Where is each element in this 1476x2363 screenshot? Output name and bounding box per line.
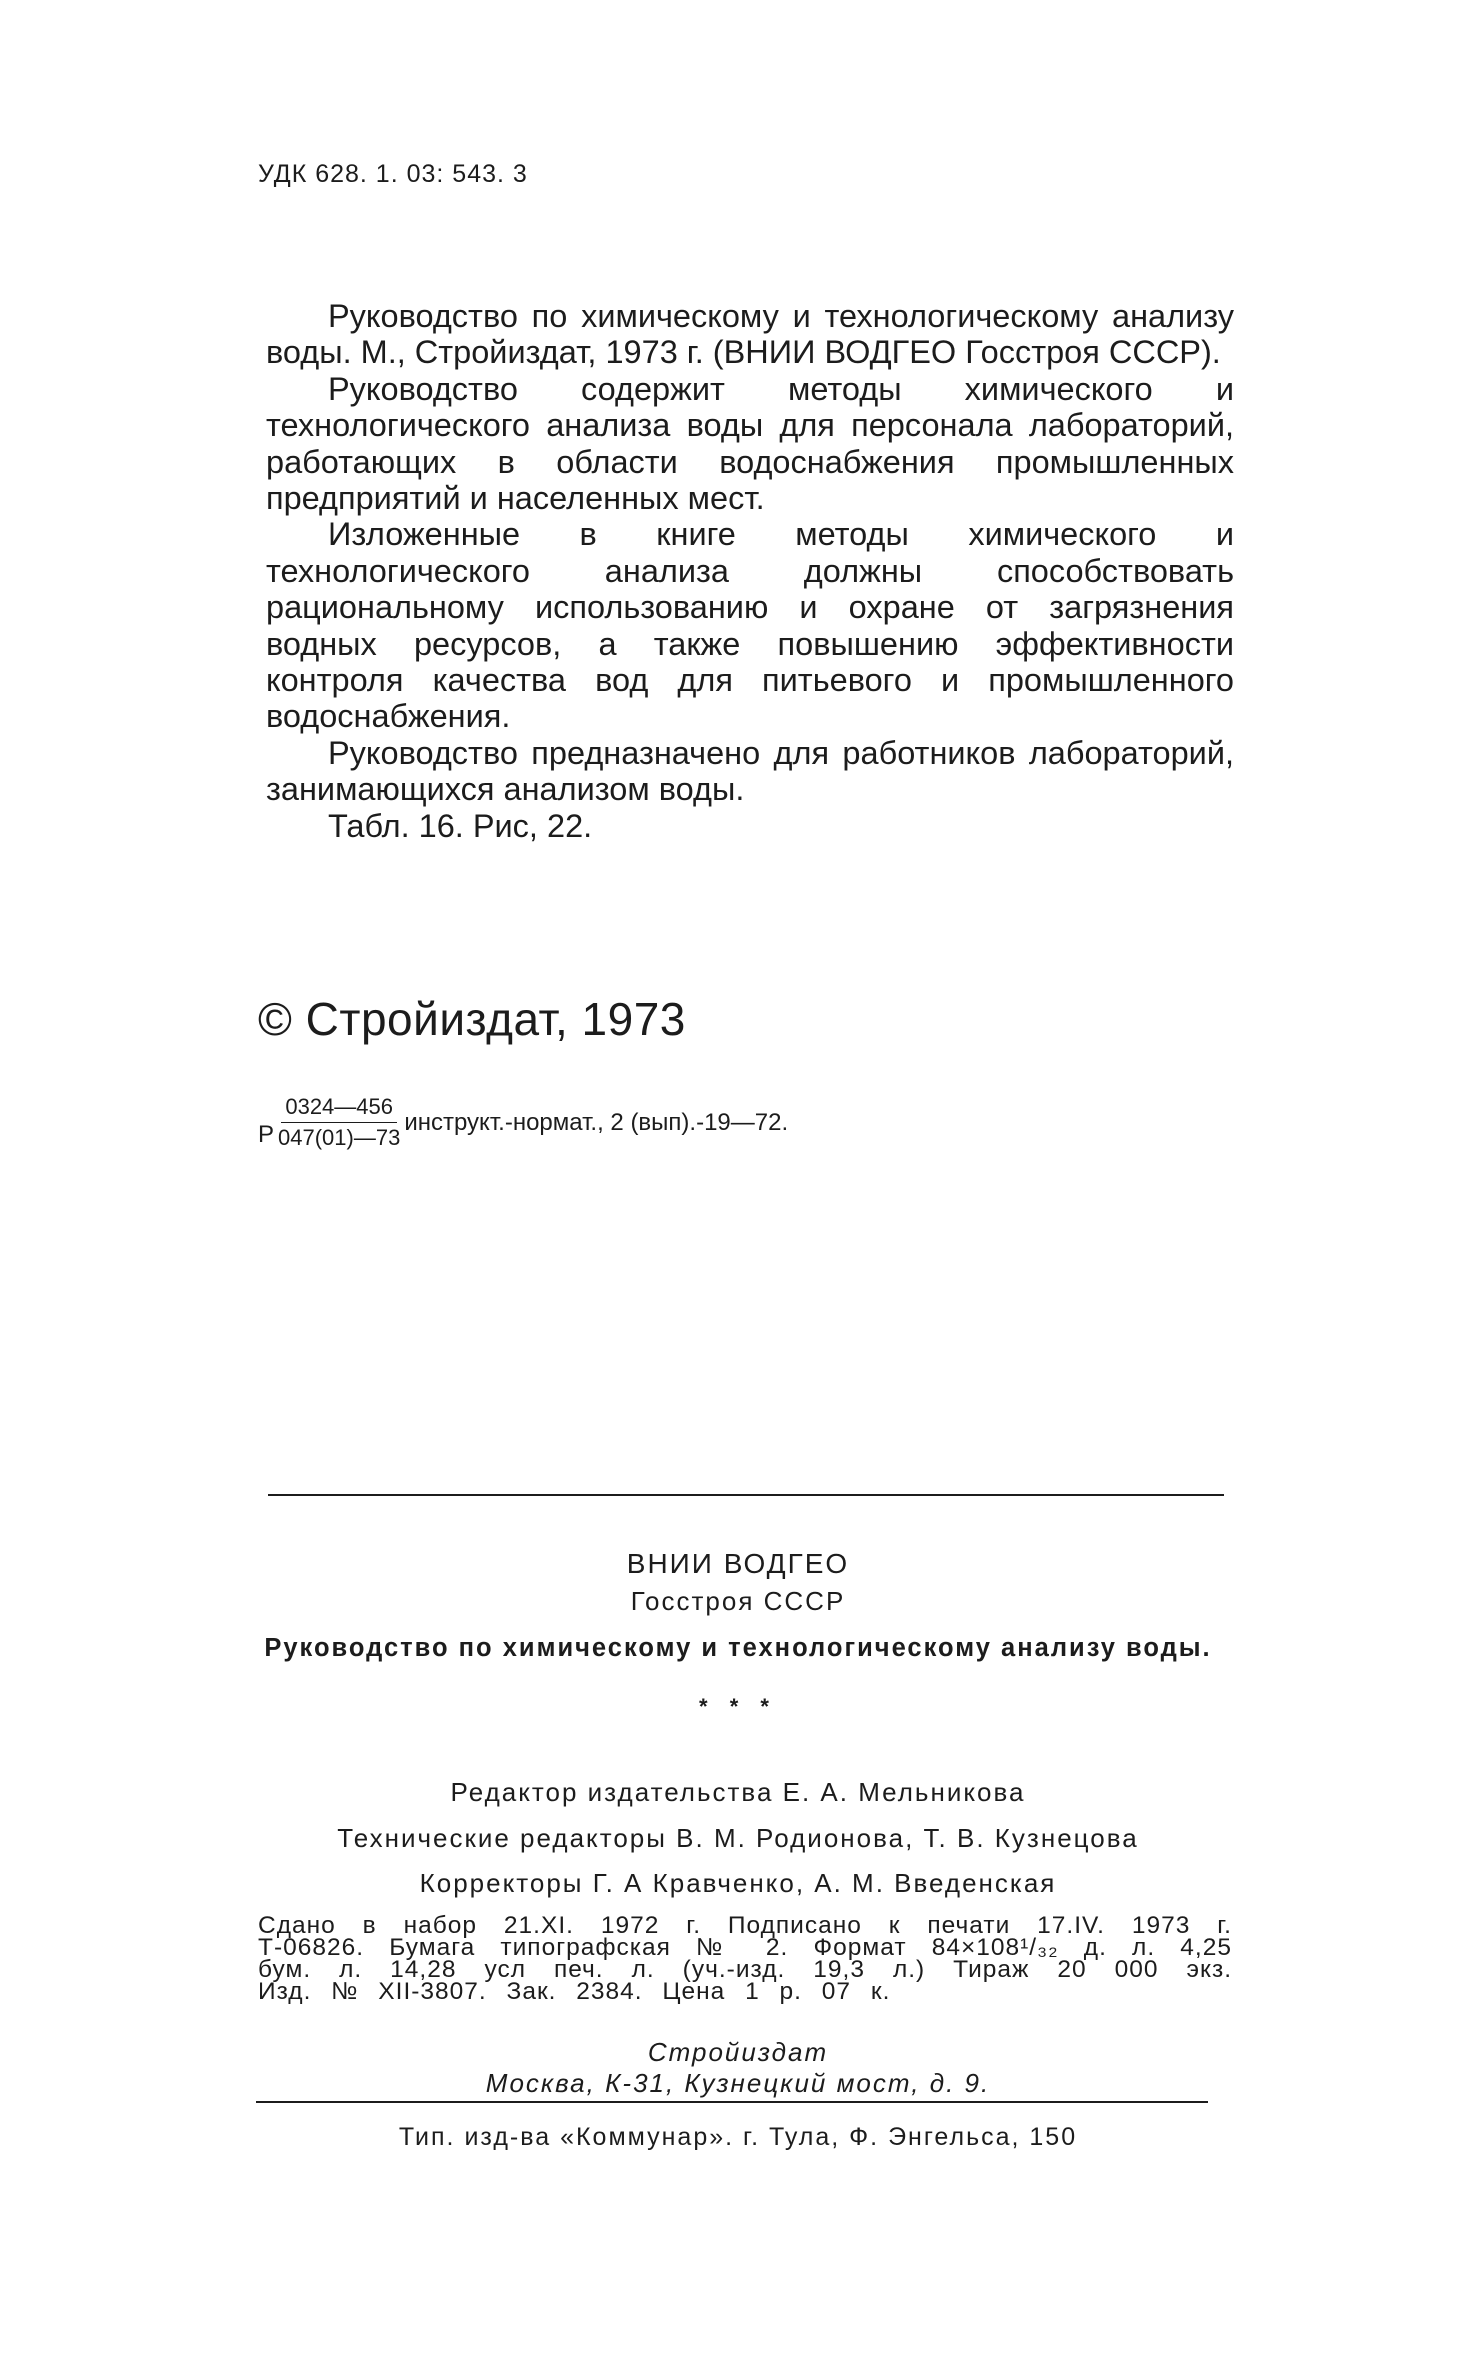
print-details-line: Изд. № XII-3807. Зак. 2384. Цена 1 р. 07 к. [258,1978,891,2005]
publisher-name: Стройиздат [647,2037,829,2067]
index-tail: инструкт.-нормат., 2 (вып).-19—72. [404,1108,789,1136]
divider-bottom [256,2101,1208,2103]
publisher-address: Москва, К-31, Кузнецкий мост, д. 9. [485,2068,991,2098]
index-denominator: 047(01)—73 [278,1125,401,1150]
print-details-line: бум. л. 14,28 усл печ. л. (уч.-изд. 19,3 л.) Тираж 20 000 экз. [258,1956,1232,1983]
abstract-audience: Руководство предназначено для работников лабораторий, занимающихся анализом воды. [266,734,1234,808]
book-title: Руководство по химическому и технологическому анализу воды. [264,1634,1212,1662]
index-fraction [278,1094,400,1151]
catalog-index [258,1094,788,1151]
abstract-contents: Руководство содержит методы химического и технологического анализа воды для персонала лабораторий, работающих в области водоснабжения промышленных предприятий и населенных мест. [266,370,1234,517]
institute-name: ВНИИ ВОДГЕО [626,1548,850,1579]
print-details-line: Сдано в набор 21.XI. 1972 г. Подписано к печати 17.IV. 1973 г. [258,1912,1232,1939]
print-details-line: Т-06826. Бумага типографская № 2. Формат 84×108¹/₃₂ д. л. 4,25 [258,1934,1232,1961]
divider-top [268,1494,1224,1496]
abstract-purpose: Изложенные в книге методы химического и технологического анализа должны способствовать рациональному использованию и охране от загрязнения водных ресурсов, а также повышению эффективности контроля качества вод для питьевого и промышленного водоснабжения. [266,516,1234,735]
agency-name: Госстроя СССР [630,1586,846,1616]
tech-editors-credit: Технические редакторы В. М. Родионова, Т. В. Кузнецова [337,1823,1139,1853]
print-details [258,1912,1232,2005]
correctors-credit: Корректоры Г. А Кравченко, А. М. Введенская [419,1868,1057,1898]
copyright-notice: © Стройиздат, 1973 [258,993,686,1045]
printer-info: Тип. изд-ва «Коммунар». г. Тула, Ф. Энгельса, 150 [398,2123,1078,2151]
abstract-citation: Руководство по химическому и технологическому анализу воды. М., Стройиздат, 1973 г. (ВНИИ ВОДГЕО Госстроя СССР). [266,298,1234,371]
tables-figures-count: Табл. 16. Рис, 22. [328,807,593,844]
editor-credit: Редактор издательства Е. А. Мельникова [450,1777,1026,1807]
abstract [266,298,1234,844]
udk-code: УДК 628. 1. 03: 543. 3 [258,160,528,188]
index-prefix: Р [258,1120,275,1148]
section-stars: * * * [699,1694,777,1719]
index-numerator: 0324—456 [281,1094,397,1123]
